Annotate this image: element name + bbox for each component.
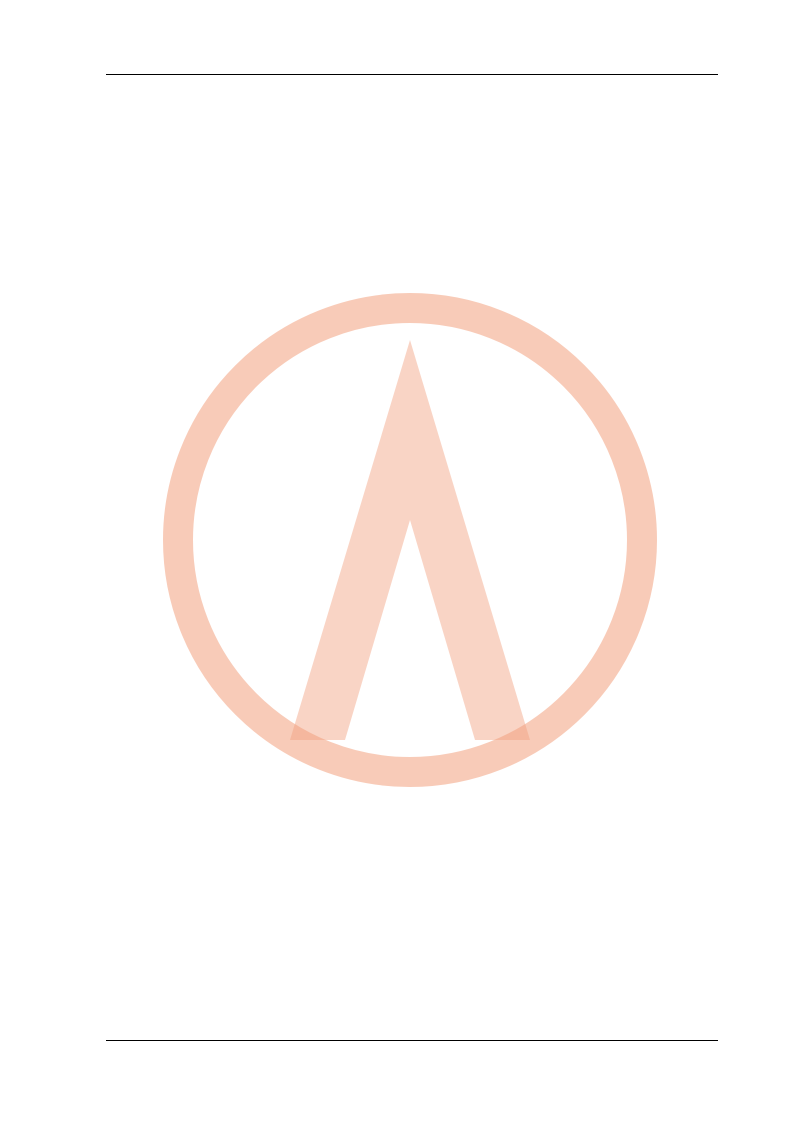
header-divider (106, 74, 718, 75)
watermark-seal-icon (140, 270, 680, 810)
footer-divider (106, 1040, 718, 1041)
